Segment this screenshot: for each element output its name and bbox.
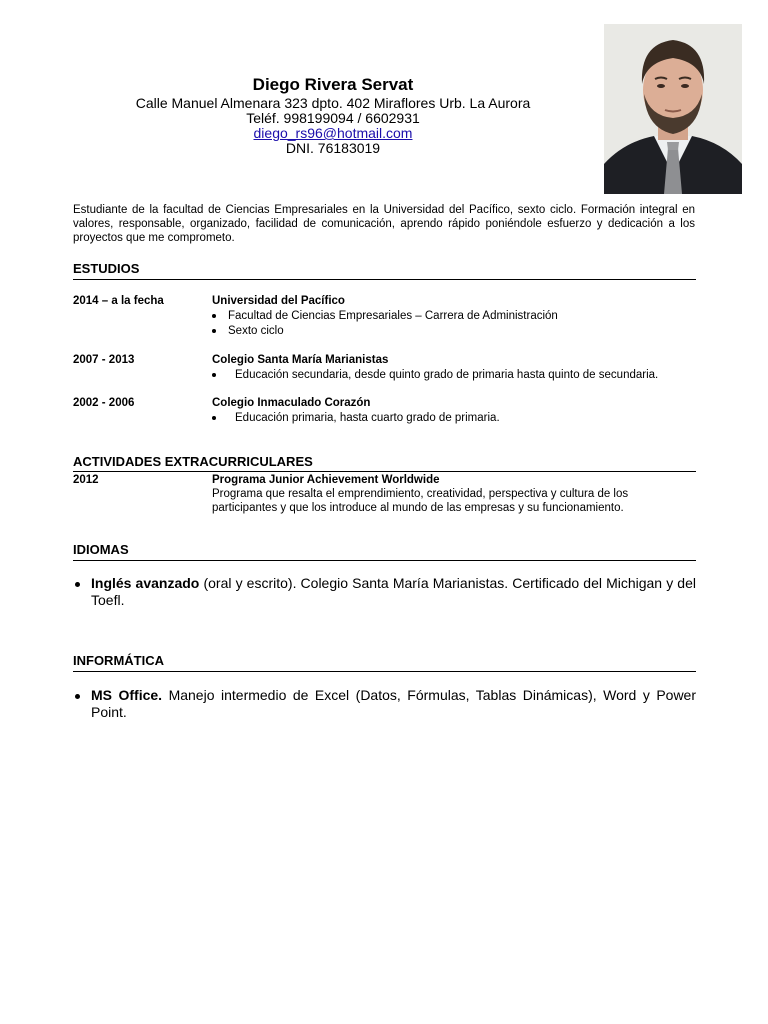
section-title-informatica: INFORMÁTICA	[73, 653, 696, 672]
activity-description: Programa que resalta el emprendimiento, creatividad, perspectiva y cultura de los participantes y que los introduce al mundo de las empresas y su funcionamiento.	[212, 488, 629, 514]
language-name: Inglés avanzado	[91, 575, 200, 591]
language-item	[73, 575, 696, 609]
language-detail: (oral y escrito). Colegio Santa María Marianistas. Certificado del Michigan y del Toefl.	[91, 575, 696, 608]
education-bullet: Educación primaria, hasta cuarto grado de primaria.	[212, 411, 695, 425]
education-bullet: Educación secundaria, desde quinto grado de primaria hasta quinto de secundaria.	[212, 368, 695, 382]
software-item	[73, 687, 696, 721]
cv-header	[73, 74, 593, 156]
activity-program: Programa Junior Achievement Worldwide	[212, 474, 440, 486]
email-link[interactable]: diego_rs96@hotmail.com	[253, 125, 413, 141]
profile-photo	[604, 24, 742, 194]
address: Calle Manuel Almenara 323 dpto. 402 Miraflores Urb. La Aurora	[135, 95, 531, 111]
activity-period: 2012	[73, 474, 99, 486]
education-period: 2014 – a la fecha	[73, 295, 164, 307]
education-institution: Colegio Inmaculado Corazón	[212, 397, 371, 409]
education-period: 2007 - 2013	[73, 354, 135, 366]
profile-summary: Estudiante de la facultad de Ciencias Empresariales en la Universidad del Pacífico, sexto ciclo. Formación integral en valores, responsable, organizado, facilidad de comunicación, aprendo rápido poniéndole esfuerzo y dedicación a los proyectos que me comprometo.	[73, 204, 695, 244]
education-bullet: Sexto ciclo	[212, 324, 695, 338]
software-detail: Manejo intermedio de Excel (Datos, Fórmulas, Tablas Dinámicas), Word y Power Point.	[91, 687, 696, 720]
section-title-actividades: ACTIVIDADES EXTRACURRICULARES	[73, 454, 696, 472]
software-name: MS Office.	[91, 687, 163, 703]
dni: DNI. 76183019	[285, 140, 381, 156]
section-title-idiomas: IDIOMAS	[73, 542, 696, 561]
education-institution: Colegio Santa María Marianistas	[212, 354, 389, 366]
section-title-estudios: ESTUDIOS	[73, 261, 696, 280]
education-period: 2002 - 2006	[73, 397, 135, 409]
phone: Teléf. 998199094 / 6602931	[246, 110, 420, 126]
education-bullet: Facultad de Ciencias Empresariales – Carrera de Administración	[212, 309, 695, 323]
education-institution: Universidad del Pacífico	[212, 295, 345, 307]
applicant-name: Diego Rivera Servat	[252, 75, 414, 94]
